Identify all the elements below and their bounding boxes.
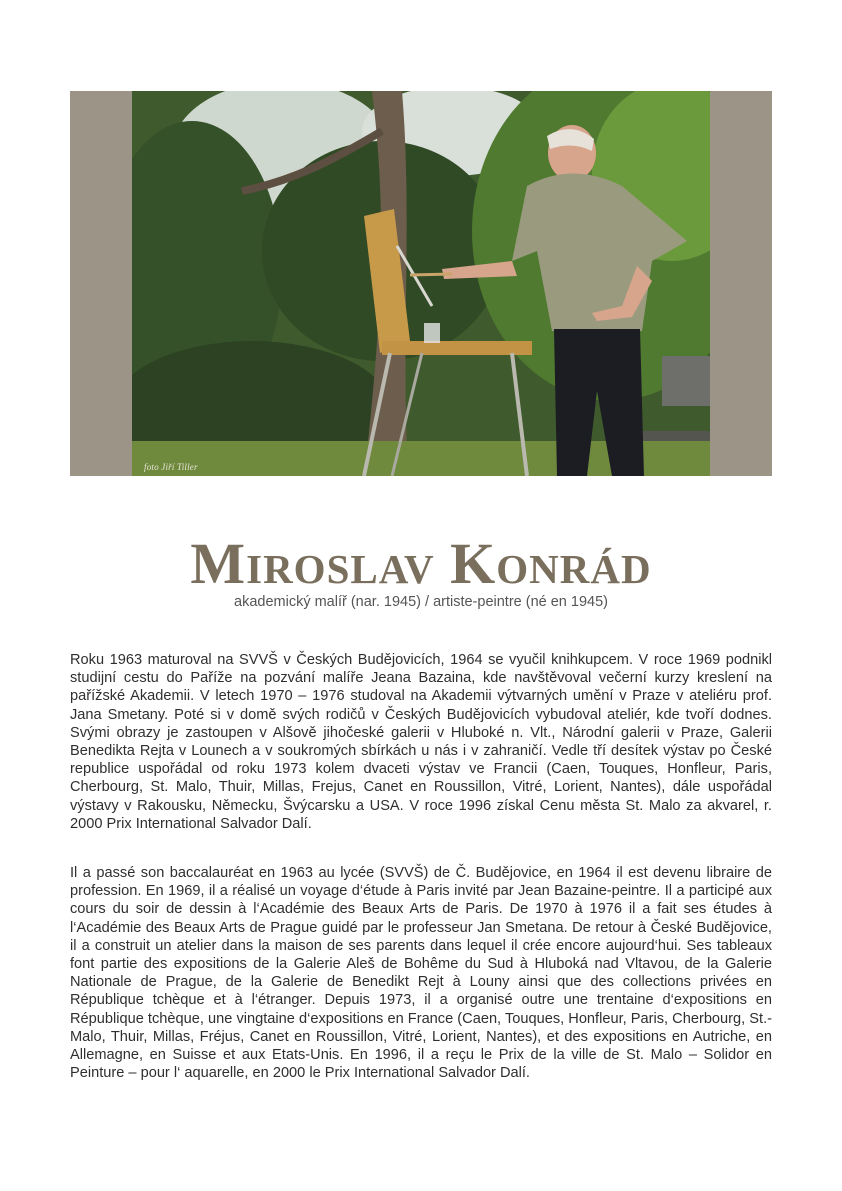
artist-subtitle: akademický malíř (nar. 1945) / artiste-peintre (né en 1945)	[234, 594, 608, 610]
biography-french: Il a passé son baccalauréat en 1963 au lycée (SVVŠ) de Č. Budějovice, en 1964 il est devenu libraire de profession. En 1969, il a réalisé un voyage d‘étude à Paris invité par Jean Bazaine-peintre. Il a participé aux cours du soir de dessin à l‘Académie des Beaux Arts de Paris. De 1970 à 1976 il a fait ses études à l‘Académie des Beaux Arts de Prague guidé par le professeur Jan Smetana. De retour à České Budějovice, il a construit un atelier dans la maison de ses parents dans lequel il crée encore aujourd‘hui. Ses tableaux font partie des expositions de la Galerie Aleš de Bohême du Sud à Hluboká nad Vltavou, de la Galerie Nationale de Prague, de la Galerie de Benedikt Rejt à Louny ainsi que des collections privées en République tchèque et à l‘étranger. Depuis 1973, il a organisé outre une trentaine d‘expositions en République tchèque, une vingtaine d‘expositions en France (Caen, Touques, Honfleur, Paris, Cherbourg, St.- Malo, Thuir, Millas, Fréjus, Canet en Roussillon, Vitré, Lorient, Nantes), et des expositions en Autriche, en Allemagne, en Suisse et aux Etats-Unis. En 1996, il a reçu le Prix de la ville de St. Malo – Solidor en Peinture – pour l‘ aquarelle, en 2000 le Prix International Salvador Dalí.	[70, 865, 772, 1082]
photo-credit: foto Jiří Tiller	[144, 462, 198, 472]
garden-scene-illustration	[132, 91, 710, 476]
artist-photo	[132, 91, 710, 476]
biography-czech: Roku 1963 maturoval na SVVŠ v Českých Budějovicích, 1964 se vyučil knihkupcem. V roce 1969 podnikl studijní cestu do Paříže na pozvání malíře Jeana Bazaina, kde navštěvoval večerní kurzy kreslení na pařížské Akademii. V letech 1970 – 1976 studoval na Akademii výtvarných umění v Praze v ateliéru prof. Jana Smetany. Poté si v domě svých rodičů v Českých Budějovicích vybudoval ateliér, kde tvoří dodnes. Svými obrazy je zastoupen v Alšově jihočeské galerii v Hluboké n. Vlt., Národní galerii v Praze, Galerii Benedikta Rejta v Lounech a v soukromých sbírkách u nás i v zahraničí. Vedle tří desítek výstav po České republice uspořádal od roku 1973 kolem dvaceti výstav ve Francii (Caen, Touques, Honfleur, Paris, Cherbourg, St. Malo, Thuir, Millas, Frejus, Canet en Roussillon, Vitré, Lorient, Nantes), dále uspořádal výstavy v Rakousku, Německu, Švýcarsku a USA. V roce 1996 získal Cenu města St. Malo za akvarel, r. 2000 Prix International Salvador Dalí.	[70, 652, 772, 832]
artist-name: Miroslav Konrád	[190, 531, 652, 596]
photo-frame	[70, 91, 772, 476]
